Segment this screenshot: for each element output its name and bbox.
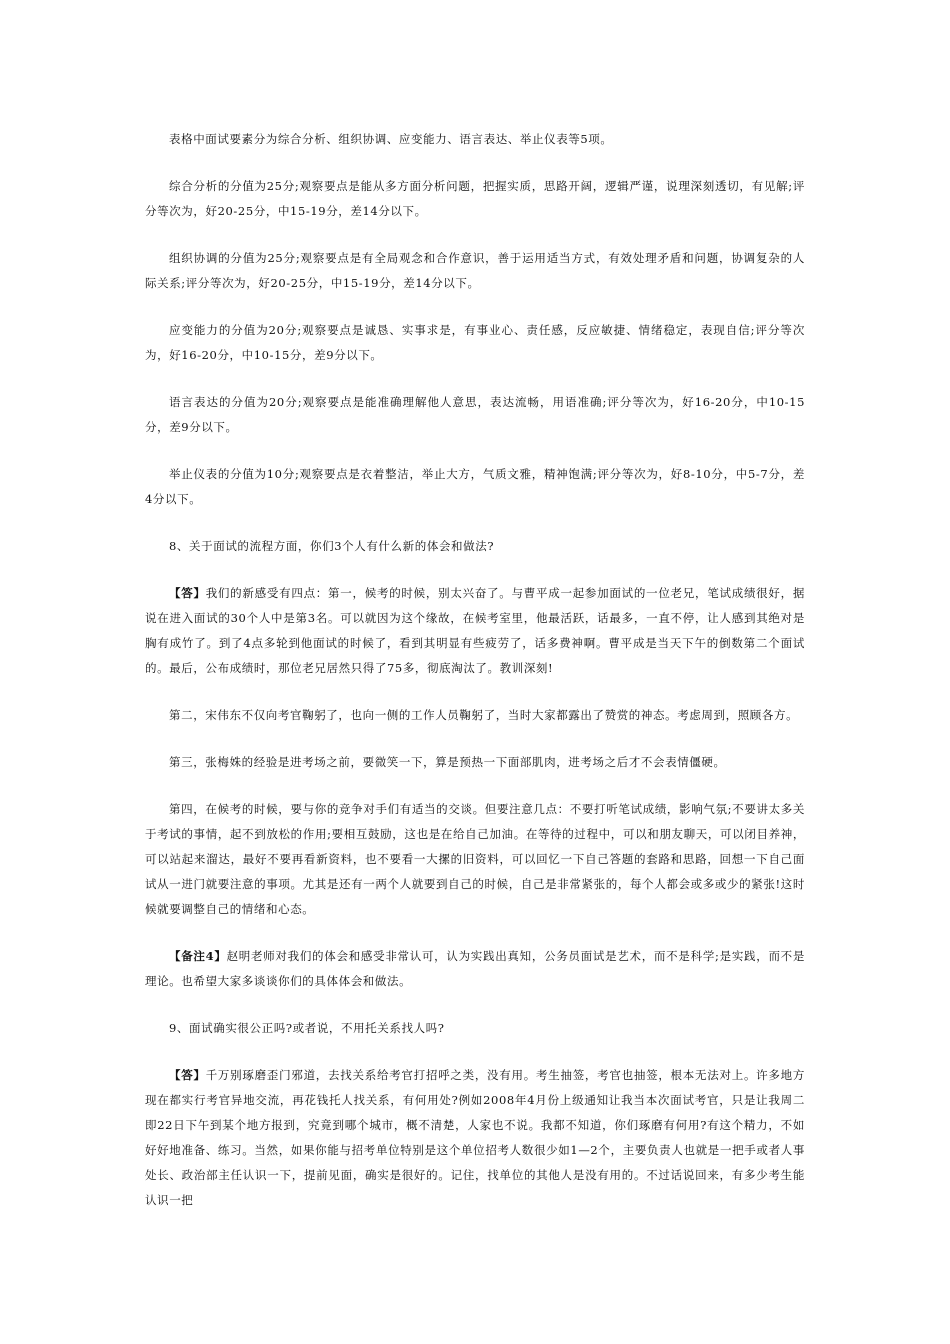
paragraph-demeanor: 举止仪表的分值为10分;观察要点是衣着整洁，举止大方，气质文雅，精神饱满;评分等次为，好8-10分，中5-7分，差4分以下。	[145, 467, 805, 506]
note-4: 【备注4】赵明老师对我们的体会和感受非常认可，认为实践出真知，公务员面试是艺术，而不是科学;是实践，而不是理论。也希望大家多谈谈你们的具体体会和做法。	[145, 949, 805, 988]
answer-8-point-2: 第二，宋伟东不仅向考官鞠躬了，也向一侧的工作人员鞠躬了，当时大家都露出了赞赏的神态。考虑周到，照顾各方。	[169, 708, 799, 722]
paragraph-interview-elements: 表格中面试要素分为综合分析、组织协调、应变能力、语言表达、举止仪表等5项。	[169, 132, 613, 146]
paragraph-organization-coordination: 组织协调的分值为25分;观察要点是有全局观念和合作意识，善于运用适当方式，有效处理矛盾和问题，协调复杂的人际关系;评分等次为，好20-25分，中15-19分，差14分以下。	[145, 251, 805, 290]
note-marker: 【备注4】	[169, 949, 227, 963]
answer-8-point-4: 第四，在候考的时候，要与你的竞争对手们有适当的交谈。但要注意几点：不要打听笔试成绩，影响气氛;不要讲太多关于考试的事情，起不到放松的作用;要相互鼓励，这也是在给自己加油。在等待的过程中，可以和朋友聊天，可以闭目养神，可以站起来溜达，最好不要再看新资料，也不要看一大摞的旧资料，可以回忆一下自己答题的套路和思路，回想一下自己面试从一进门就要注意的事项。尤其是还有一两个人就要到自己的时候，自己是非常紧张的，每个人都会或多或少的紧张!这时候就要调整自己的情绪和心态。	[145, 802, 805, 916]
answer-9: 【答】千万别琢磨歪门邪道，去找关系给考官打招呼之类，没有用。考生抽签，考官也抽签，根本无法对上。许多地方现在都实行考官异地交流，再花钱托人找关系，有何用处?例如2008年4月份上级通知让我当本次面试考官，只是让我周二即22日下午到某个地方报到，究竟到哪个城市，概不清楚，人家也不说。我都不知道，你们琢磨有何用?有这个精力，不如好好地准备、练习。当然，如果你能与招考单位特别是这个单位招考人数很少如1—2个，主要负责人也就是一把手或者人事处长、政治部主任认识一下，提前见面，确实是很好的。记住，找单位的其他人是没有用的。不过话说回来，有多少考生能认识一把	[145, 1068, 805, 1207]
answer-8-point-3: 第三，张梅姝的经验是进考场之前，要微笑一下，算是预热一下面部肌肉，进考场之后才不会表情僵硬。	[169, 755, 726, 769]
paragraph-adaptability: 应变能力的分值为20分;观察要点是诚恳、实事求是，有事业心、责任感，反应敏捷、情绪稳定，表现自信;评分等次为，好16-20分，中10-15分，差9分以下。	[145, 323, 805, 362]
document-page	[145, 127, 805, 1235]
question-9: 9、面试确实很公正吗?或者说，不用托关系找人吗?	[169, 1021, 445, 1035]
answer-marker: 【答】	[169, 1068, 206, 1082]
paragraph-comprehensive-analysis: 综合分析的分值为25分;观察要点是能从多方面分析问题，把握实质，思路开阔，逻辑严谨，说理深刻透切，有见解;评分等次为，好20-25分，中15-19分，差14分以下。	[145, 179, 805, 218]
question-8: 8、关于面试的流程方面，你们3个人有什么新的体会和做法?	[169, 539, 495, 553]
answer-8-point-1: 【答】我们的新感受有四点：第一，候考的时候，别太兴奋了。与曹平成一起参加面试的一位老兄，笔试成绩很好，据说在进入面试的30个人中是第3名。可以就因为这个缘故，在候考室里，他最活跃，话最多，一直不停，让人感到其绝对是胸有成竹了。到了4点多轮到他面试的时候了，看到其明显有些疲劳了，话多费神啊。曹平成是当天下午的倒数第二个面试的。最后，公布成绩时，那位老兄居然只得了75多，彻底淘汰了。教训深刻!	[145, 586, 805, 675]
answer-marker: 【答】	[169, 586, 206, 600]
paragraph-language-expression: 语言表达的分值为20分;观察要点是能准确理解他人意思，表达流畅，用语准确;评分等次为，好16-20分，中10-15分，差9分以下。	[145, 395, 805, 434]
